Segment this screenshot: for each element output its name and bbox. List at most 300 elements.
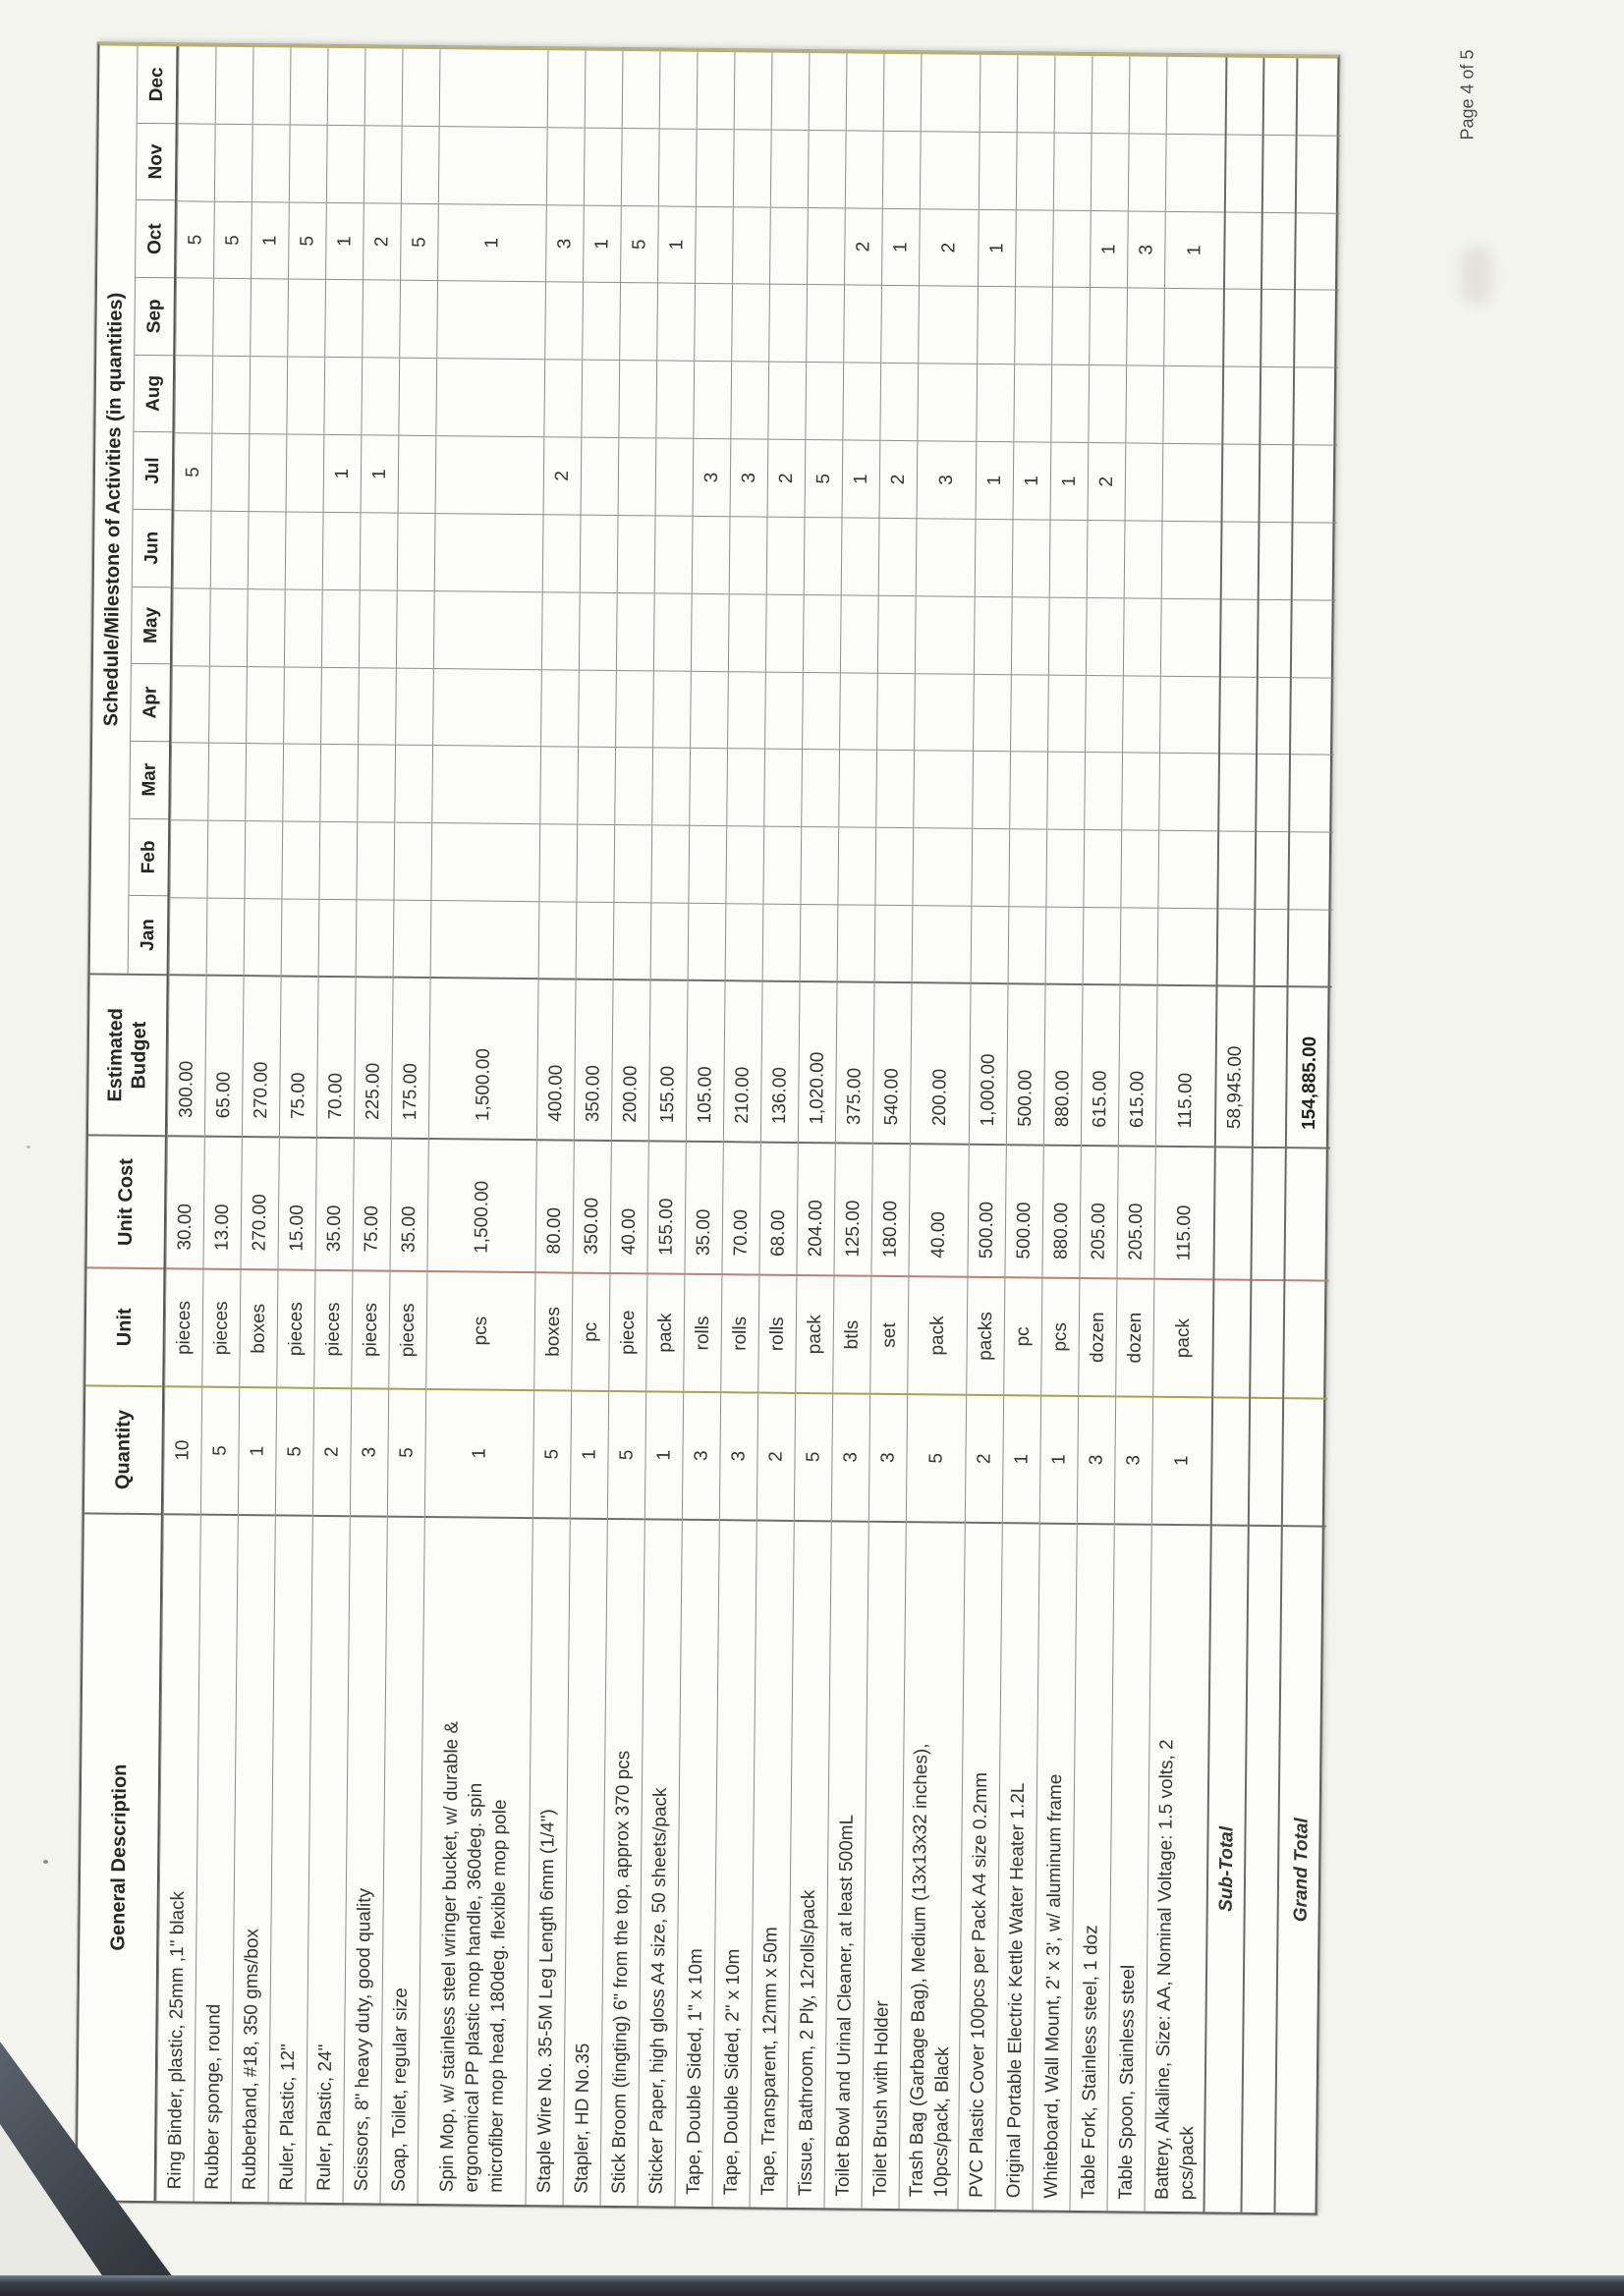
item-22-month-jul-value: 2 [1095,476,1117,487]
item-unit [534,1273,572,1391]
item-4-month-jan [319,900,357,978]
item-budget [537,980,576,1142]
item-description [419,1518,532,2205]
item-16-month-feb [838,828,875,906]
grand-month-jan [1289,910,1333,987]
item-21-month-jul [1051,443,1089,521]
item-quantity [164,1387,201,1515]
item-unit [1153,1280,1212,1398]
item-unit-text: btls [841,1319,863,1350]
item-15-month-jul-value: 5 [812,473,834,484]
item-24-month-may [1161,599,1220,677]
item-quantity-text: 3 [359,1446,380,1458]
item-unit-cost-text: 270.00 [249,1194,271,1252]
item-9-month-dec [586,51,623,129]
schedule-group-label-text: Schedule/Milestone of Activities (in quantities) [99,292,127,727]
header-estimated-budget-text: Estimated Budget [104,1007,151,1102]
item-budget-text: 75.00 [288,1072,309,1120]
item-quantity-text: 2 [321,1446,343,1458]
grand-value [1287,987,1332,1149]
item-quantity [388,1390,425,1518]
item-10-month-oct-value: 5 [629,239,650,251]
grand-month-dec [1298,58,1342,136]
item-4-month-jun [323,513,361,590]
item-23-month-jan [1121,908,1158,985]
item-budget [873,983,912,1146]
item-4-month-dec [328,48,365,126]
item-unit [314,1271,352,1389]
item-quantity-text: 1 [1171,1455,1193,1467]
item-11-month-jul [656,439,694,517]
item-unit-text: pcs [470,1316,491,1346]
item-quantity [425,1390,533,1519]
item-unit-text: pieces [285,1302,308,1357]
item-unit [646,1275,684,1393]
item-quantity-text: 3 [1123,1454,1145,1466]
item-budget [911,983,971,1146]
grand-month-jun [1293,523,1337,600]
item-unit-cost [1154,1148,1213,1280]
item-22-month-dec [1092,56,1130,134]
item-unit-text: rolls [766,1316,788,1352]
item-unit-cost [610,1142,647,1274]
grand-unit [1284,1281,1328,1399]
item-budget-text: 200.00 [620,1065,642,1123]
item-unit-cost [1005,1147,1042,1279]
item-9-month-oct [584,205,621,283]
item-11-month-dec [660,51,698,129]
item-8-month-oct-value: 3 [554,238,576,250]
item-unit-cost [759,1144,797,1276]
month-header-may-text: May [140,606,162,644]
item-9-month-jun [581,516,618,593]
item-11-month-apr [653,671,691,749]
item-10-month-nov [622,129,659,206]
item-9-month-jul [582,438,619,516]
item-description [1145,1525,1209,2212]
item-budget [317,978,356,1140]
grand-month-aug [1294,368,1338,446]
item-unit-cost-text: 350.00 [581,1197,603,1256]
item-19-month-feb [972,829,1009,907]
item-2-month-may [248,589,285,667]
page-number-label: Page 4 of 5 [1457,49,1478,140]
item-0-month-dec [179,46,216,124]
item-description-text: Battery, Alkaline, Size: AA, Nominal Voltage: 1.5 volts, 2 pcs/pack [1151,1739,1198,2201]
spacer-month-jun [1260,523,1292,600]
item-17-month-mar [876,751,914,828]
item-2-month-feb [245,821,282,899]
item-unit-text: rolls [692,1316,714,1351]
grand-label [1275,1527,1325,2213]
item-20-month-aug [1014,365,1051,443]
item-unit-cost [353,1140,390,1272]
item-9-month-oct-value: 1 [591,239,613,250]
item-unit [352,1271,389,1389]
item-description-text: Tape, Double Sided, 1" x 10m [683,1948,707,2196]
item-1-month-jan [207,899,245,977]
item-4-month-sep [325,280,363,358]
item-4-month-apr [321,667,359,745]
item-unit [908,1277,967,1395]
item-9-month-jan [577,903,614,980]
grand-unit-cost [1285,1149,1329,1282]
item-unit-cost-text: 80.00 [543,1206,566,1255]
item-unit-cost-text: 35.00 [693,1208,715,1257]
item-quantity-text: 3 [840,1451,862,1463]
month-header-aug-text: Aug [142,374,165,413]
item-20-month-jul-value: 1 [1021,476,1042,486]
item-budget-text: 300.00 [176,1060,197,1119]
item-budget-text: 270.00 [251,1061,272,1119]
item-quantity [966,1396,1003,1524]
item-17-month-jul [880,441,918,519]
item-quantity [1152,1398,1211,1526]
item-quantity-text: 1 [579,1449,600,1460]
item-quantity-text: 2 [974,1453,995,1465]
item-1-month-oct-value: 5 [222,235,244,246]
item-unit-cost [909,1146,968,1278]
item-quantity [571,1391,608,1519]
item-quantity [645,1392,683,1520]
item-8-month-jul-value: 2 [551,471,574,481]
item-3-month-jan [282,899,319,977]
item-21-month-dec [1055,56,1092,134]
spacer-month-mar [1257,755,1289,832]
subtotal-month-jan [1218,909,1255,986]
item-22-month-jul [1089,443,1126,521]
item-unit [572,1274,609,1392]
item-16-month-nov [846,131,883,208]
item-budget-text: 200.00 [929,1068,951,1127]
item-13-month-sep [732,285,769,363]
grand-month-mar [1290,756,1334,833]
item-7-month-feb [431,823,539,902]
item-8-month-sep [545,283,583,361]
item-unit [1004,1278,1041,1396]
item-5-month-jul-value: 1 [368,469,391,479]
item-24-month-jul [1162,444,1221,522]
item-budget-text: 400.00 [545,1064,567,1122]
item-8-month-may [542,592,580,670]
item-4-month-mar [320,745,358,822]
item-0-month-jul [175,433,212,511]
item-budget-text: 175.00 [400,1063,421,1121]
item-17-month-jan [875,906,913,983]
grand-month-oct [1296,213,1340,291]
item-17-month-sep [881,286,919,364]
item-11-month-jan [651,903,689,980]
item-unit-cost-text: 35.00 [323,1204,346,1253]
item-22-month-mar [1085,753,1122,830]
spacer-month-aug [1260,367,1293,445]
grand-month-nov [1297,136,1341,213]
item-unit-text: pcs [1049,1321,1071,1352]
spacer-month-may [1259,600,1291,678]
item-5-month-aug [362,359,399,436]
item-14-month-oct [770,207,808,285]
item-13-month-jun [730,517,767,594]
month-header-mar-text: Mar [139,762,160,797]
item-3-month-oct-value: 5 [297,235,318,247]
grand-quantity [1283,1399,1327,1527]
item-unit [609,1274,646,1392]
item-unit-text: dozen [1124,1312,1147,1364]
item-21-month-jan [1046,908,1084,985]
item-5-month-feb [357,822,394,900]
item-unit [1041,1279,1079,1397]
item-13-month-mar [727,750,764,827]
item-quantity-text: 1 [469,1447,490,1459]
item-unit-text: set [878,1322,900,1348]
item-17-month-jun [879,519,917,596]
item-18-month-jun [917,519,976,596]
item-3-month-feb [282,822,319,900]
month-header-jun [133,510,172,588]
item-unit [165,1269,202,1387]
item-2-month-dec [253,47,291,125]
subtotal-quantity [1212,1398,1249,1526]
item-11-month-feb [651,826,689,904]
item-21-month-jun [1050,521,1088,598]
item-quantity-text: 3 [1086,1454,1107,1466]
item-3-month-jul [287,435,324,513]
subtotal-value-text: 58,945.00 [1223,1045,1246,1130]
item-quantity [608,1392,645,1520]
item-22-month-oct [1091,211,1128,289]
subtotal-month-may [1221,599,1258,677]
item-9-month-mar [578,748,615,825]
item-description-text: Staple Wire No. 35-5M Leg Length 6mm (1/4") [533,1809,559,2194]
item-19-month-jan [972,907,1009,984]
item-5-month-mar [358,746,395,823]
item-description-text: Toilet Bowl and Urinal Cleaner, at least 500mL [832,1814,858,2197]
item-14-month-jul [768,440,806,518]
item-5-month-apr [359,668,396,746]
item-unit-cost [427,1140,535,1273]
item-1-month-mar [208,744,246,821]
item-15-month-sep [807,286,844,364]
item-22-month-nov [1092,134,1129,211]
item-quantity-text: 5 [541,1448,563,1460]
month-header-mar [130,742,169,819]
item-10-month-aug [619,361,656,438]
item-budget-text: 500.00 [1015,1069,1036,1127]
item-15-month-oct [808,208,845,286]
item-6-month-dec [403,49,440,127]
spacer-unit-cost [1252,1148,1284,1281]
item-5-month-dec [365,48,403,126]
item-quantity-text: 1 [653,1449,675,1461]
subtotal-month-apr [1220,677,1257,755]
spacer-month-nov [1263,136,1296,213]
item-quantity-text: 10 [172,1439,194,1461]
item-unit-cost-text: 13.00 [211,1204,234,1252]
item-description-text: Rubberband, #18, 350 gms/box [239,1928,263,2191]
item-unit-cost [573,1142,610,1274]
item-unit-text: pc [580,1321,601,1342]
item-6-month-jul [399,436,436,514]
item-7-month-sep [437,282,545,361]
item-8-month-jan [539,902,577,980]
item-19-month-dec [980,55,1018,133]
item-unit [758,1276,796,1394]
item-10-month-jan [614,903,651,980]
item-unit-cost-text: 75.00 [361,1204,383,1253]
item-unit-cost [535,1142,573,1274]
item-8-month-feb [539,824,577,902]
item-4-month-oct [326,203,364,281]
item-0-month-jul-value: 5 [182,467,204,477]
item-12-month-nov [697,130,734,207]
item-22-month-jun [1088,521,1125,598]
item-23-month-jul [1126,444,1163,522]
subtotal-label-text: Sub-Total [1215,1825,1238,1912]
item-24-month-nov [1166,135,1225,212]
item-13-month-may [729,594,766,672]
item-14-month-jun [767,518,805,595]
header-unit-cost-text: Unit Cost [114,1158,138,1247]
item-unit [202,1270,240,1388]
item-2-month-jan [245,899,282,977]
item-4-month-oct-value: 1 [334,236,356,248]
item-5-month-may [360,590,397,668]
item-quantity-text: 3 [877,1452,899,1464]
item-quantity [869,1395,907,1523]
item-unit-cost-text: 15.00 [286,1204,308,1252]
item-quantity [1003,1396,1040,1524]
spacer-month-jan [1256,910,1288,987]
item-16-month-may [841,595,878,673]
item-budget [1007,984,1045,1147]
item-8-month-oct [546,205,584,283]
item-quantity-text: 5 [284,1445,306,1457]
subtotal-month-dec [1227,58,1263,136]
item-19-month-aug [977,364,1014,442]
item-9-month-may [580,592,617,670]
item-24-month-feb [1158,831,1217,909]
month-header-sep-text: Sep [143,299,165,334]
item-16-month-apr [840,673,877,751]
item-7-month-may [434,591,542,670]
item-3-month-sep [288,280,325,358]
item-unit-text: pack [926,1316,949,1356]
item-16-month-jan [838,905,875,982]
item-12-month-jul [694,439,731,517]
item-4-month-aug [324,358,362,435]
item-unit-cost-text: 40.00 [927,1211,950,1259]
item-quantity-text: 5 [396,1447,418,1458]
month-header-sep [135,278,174,356]
item-18-month-nov [921,132,980,209]
month-header-oct-text: Oct [144,223,166,255]
item-unit-text: pieces [210,1301,233,1356]
item-18-month-aug [918,364,977,442]
month-header-jan-text: Jan [137,919,159,952]
item-13-month-dec [735,52,772,130]
item-unit-text: pc [1012,1326,1034,1347]
item-unit-cost-text: 205.00 [1125,1203,1148,1260]
item-quantity [239,1388,276,1516]
item-12-month-jan [689,904,726,981]
item-3-month-may [285,589,322,667]
item-20-month-nov [1017,133,1054,210]
item-12-month-sep [695,284,732,362]
item-unit-cost-text: 1,500.00 [471,1180,493,1254]
item-description-text: Sticker Paper, high gloss A4 size, 50 sheets/pack [645,1787,671,2195]
item-0-month-jan [170,898,207,976]
item-6-month-may [397,590,434,668]
item-8-month-jun [543,515,581,592]
item-budget-text: 225.00 [363,1062,384,1120]
item-0-month-feb [170,820,207,898]
item-5-month-sep [363,281,400,359]
month-header-jun-text: Jun [140,531,163,565]
item-15-month-dec [810,53,847,131]
item-24-month-apr [1160,676,1219,754]
item-budget [1044,984,1083,1147]
item-unit-cost [1117,1148,1154,1280]
item-14-month-jul-value: 2 [775,473,797,484]
header-unit-cost [86,1137,164,1270]
item-9-month-sep [583,283,620,361]
item-budget [280,977,318,1139]
item-unit-cost [390,1140,427,1272]
item-unit-cost-text: 70.00 [730,1208,753,1257]
spacer-unit [1251,1281,1283,1399]
item-19-month-jul-value: 1 [983,475,1005,486]
subtotal-unit [1213,1281,1250,1399]
item-description-text: Rubber sponge, round [201,2003,225,2190]
item-quantity-text: 1 [1011,1453,1033,1465]
item-7-month-apr [433,669,541,748]
item-10-month-apr [616,671,653,749]
item-18-month-feb [913,828,972,906]
subtotal-month-nov [1226,135,1262,212]
item-description-text: Ruler, Plastic, 12" [276,2044,300,2191]
item-0-month-mar [171,744,208,821]
subtotal-month-jun [1222,522,1259,599]
item-description-text: Tape, Double Sided, 2" x 10m [720,1948,745,2196]
subtotal-unit-cost [1214,1148,1251,1281]
item-2-month-sep [251,280,288,358]
item-19-month-oct-value: 1 [986,243,1008,254]
item-11-month-aug [656,362,694,439]
item-unit-text: packs [975,1312,997,1361]
item-17-month-apr [877,673,915,751]
item-quantity [1115,1397,1152,1525]
item-budget-text: 615.00 [1090,1070,1111,1128]
item-description-text: Ruler, Plastic, 24" [313,2044,337,2192]
item-2-month-oct [252,202,289,280]
item-9-month-apr [579,670,616,748]
item-24-month-jan [1158,909,1217,986]
item-budget [429,979,538,1142]
item-22-month-aug [1089,365,1126,443]
scan-speck [43,1860,48,1864]
item-24-month-oct-value: 1 [1184,245,1205,256]
month-header-dec-text: Dec [145,67,168,102]
item-24-month-jun [1162,522,1221,599]
month-header-jan [129,896,168,974]
item-quantity [201,1388,239,1516]
item-budget-text: 70.00 [325,1072,347,1120]
spacer-month-oct [1262,213,1295,291]
item-0-month-nov [178,124,215,201]
item-budget-text: 136.00 [769,1066,791,1125]
item-4-month-nov [327,126,364,203]
item-2-month-jun [249,512,286,589]
